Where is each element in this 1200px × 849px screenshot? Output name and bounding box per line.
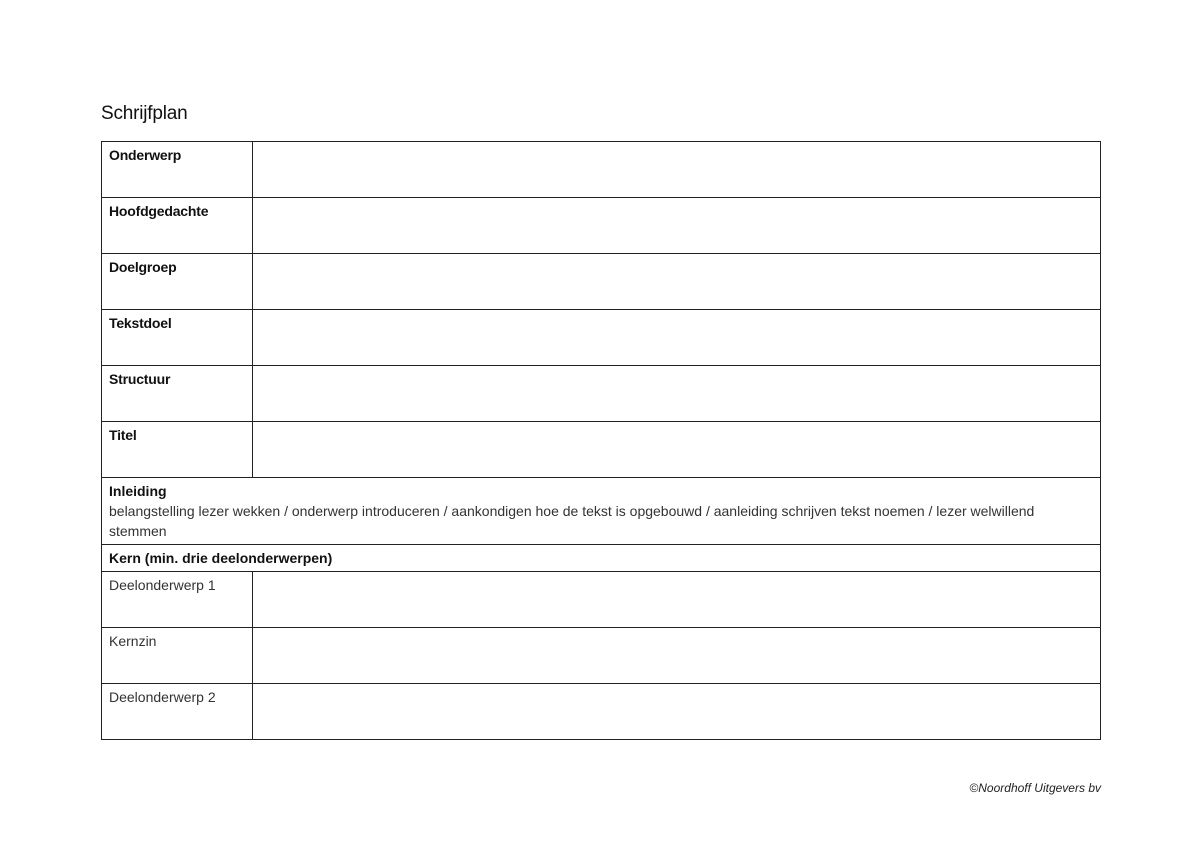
table-row-kern-heading — [102, 545, 1101, 572]
inleiding-description: belangstelling lezer wekken / onderwerp introduceren / aankondigen hoe de tekst is opgebouwd / aanleiding schrijven tekst noemen / lezer welwillend stemmen — [109, 503, 1035, 539]
label-hoofdgedachte — [102, 198, 253, 254]
table-row-onderwerp — [102, 142, 1101, 198]
field-structuur[interactable] — [253, 366, 1101, 422]
label-onderwerp-text: Onderwerp — [109, 147, 182, 163]
field-hoofdgedachte[interactable] — [253, 198, 1101, 254]
table-row-doelgroep — [102, 254, 1101, 310]
label-doelgroep-text: Doelgroep — [109, 259, 177, 275]
table-row-inleiding — [102, 478, 1101, 545]
label-deelonderwerp-1 — [102, 572, 253, 628]
label-deelonderwerp-2 — [102, 684, 253, 740]
field-doelgroep[interactable] — [253, 254, 1101, 310]
field-tekstdoel[interactable] — [253, 310, 1101, 366]
label-onderwerp — [102, 142, 253, 198]
label-titel-text: Titel — [109, 427, 137, 443]
table-row-tekstdoel — [102, 310, 1101, 366]
label-titel — [102, 422, 253, 478]
kern-heading: Kern (min. drie deelonderwerpen) — [102, 545, 1101, 572]
field-titel[interactable] — [253, 422, 1101, 478]
table-row-deelonderwerp-1 — [102, 572, 1101, 628]
inleiding-title: Inleiding — [109, 483, 167, 499]
label-deelonderwerp-1-text: Deelonderwerp 1 — [109, 577, 216, 593]
label-hoofdgedachte-text: Hoofdgedachte — [109, 203, 209, 219]
table-row-hoofdgedachte — [102, 198, 1101, 254]
label-doelgroep — [102, 254, 253, 310]
field-kernzin[interactable] — [253, 628, 1101, 684]
field-onderwerp[interactable] — [253, 142, 1101, 198]
field-deelonderwerp-1[interactable] — [253, 572, 1101, 628]
label-deelonderwerp-2-text: Deelonderwerp 2 — [109, 689, 216, 705]
label-tekstdoel-text: Tekstdoel — [109, 315, 172, 331]
table-row-structuur — [102, 366, 1101, 422]
label-tekstdoel — [102, 310, 253, 366]
field-inleiding[interactable] — [102, 478, 1101, 545]
label-structuur — [102, 366, 253, 422]
label-kernzin-text: Kernzin — [109, 633, 157, 649]
label-structuur-text: Structuur — [109, 371, 171, 387]
copyright-footer: ©Noordhoff Uitgevers bv — [969, 781, 1101, 795]
label-kernzin — [102, 628, 253, 684]
table-row-titel — [102, 422, 1101, 478]
table-row-kernzin — [102, 628, 1101, 684]
page-title: Schrijfplan — [101, 103, 188, 124]
writing-plan-table — [101, 141, 1101, 740]
table-row-deelonderwerp-2 — [102, 684, 1101, 740]
field-deelonderwerp-2[interactable] — [253, 684, 1101, 740]
